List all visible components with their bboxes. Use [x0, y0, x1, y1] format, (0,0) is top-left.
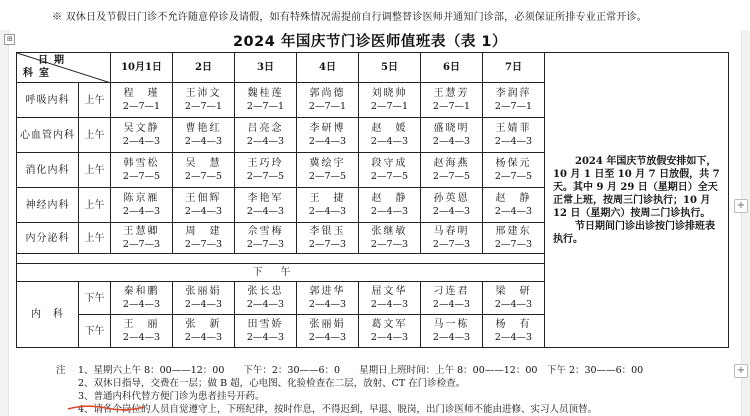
schedule-cell [173, 315, 235, 348]
room-code: 2—4—3 [246, 332, 285, 343]
schedule-cell [359, 153, 421, 188]
doctor-name: 王慧卿 [123, 226, 160, 237]
schedule-cell [359, 118, 421, 153]
room-code: 2—4—3 [246, 299, 285, 310]
schedule-cell [421, 282, 483, 315]
doctor-name: 赵海燕 [433, 158, 470, 169]
add-column-plus-icon[interactable]: + [734, 199, 748, 213]
schedule-cell [235, 83, 297, 118]
doctor-name: 孙英恩 [433, 193, 470, 204]
room-code: 2—7—5 [184, 171, 223, 182]
room-code: 2—7—1 [122, 101, 161, 112]
doctor-name: 王沛文 [185, 88, 222, 99]
schedule-cell [173, 83, 235, 118]
doctor-name: 刘晓帅 [371, 88, 408, 99]
page-title: 2024 年国庆节门诊医师值班表（表 1） [232, 34, 508, 50]
room-code: 2—7—1 [184, 101, 223, 112]
schedule-cell [421, 83, 483, 118]
doctor-name: 吕亮念 [247, 123, 284, 134]
room-code: 2—4—3 [246, 136, 285, 147]
doctor-name: 吴文静 [123, 123, 160, 134]
room-code: 2—4—3 [122, 136, 161, 147]
room-code: 2—7—5 [494, 171, 533, 182]
doctor-name: 周 建 [185, 226, 222, 237]
doctor-name: 刁连君 [433, 286, 470, 297]
schedule-cell [421, 153, 483, 188]
schedule-cell [359, 315, 421, 348]
schedule-cell [235, 315, 297, 348]
schedule-cell [359, 282, 421, 315]
schedule-cell [297, 282, 359, 315]
room-code: 2—7—5 [246, 171, 285, 182]
room-code: 2—7—3 [122, 239, 161, 250]
schedule-cell [483, 315, 545, 348]
schedule-cell [483, 223, 545, 254]
schedule-cell [297, 153, 359, 188]
doctor-name: 王巧玲 [247, 158, 284, 169]
room-code: 2—4—3 [246, 206, 285, 217]
schedule-cell [235, 153, 297, 188]
corner-date-label: 日期 [38, 55, 70, 66]
schedule-cell [483, 153, 545, 188]
doctor-name: 赵 媛 [371, 123, 408, 134]
doctor-name: 张长忠 [247, 286, 284, 297]
room-code: 2—7—1 [246, 101, 285, 112]
doctor-name: 张 新 [185, 319, 222, 330]
doctor-name: 李润萍 [495, 88, 532, 99]
footnote-3: 3、普通内科代替方便门诊为患者挂号开药。 [78, 391, 265, 402]
period-cell: 下午 [79, 315, 111, 348]
doctor-name: 盛晓明 [433, 123, 470, 134]
room-code: 2—4—3 [184, 332, 223, 343]
doctor-name: 田雪娇 [247, 319, 284, 330]
room-code: 2—4—3 [184, 206, 223, 217]
room-code: 2—7—3 [432, 239, 471, 250]
doctor-name: 邢建东 [495, 226, 532, 237]
table-move-handle-icon[interactable]: ⊞ [4, 34, 15, 45]
doctor-name: 杨 有 [495, 319, 532, 330]
schedule-cell [111, 282, 173, 315]
schedule-cell [235, 223, 297, 254]
room-code: 2—7—5 [122, 171, 161, 182]
doctor-name: 李艳军 [247, 193, 284, 204]
date-header: 10月1日 [111, 53, 173, 83]
schedule-cell [359, 223, 421, 254]
doctor-name: 魏桂莲 [247, 88, 284, 99]
period-cell: 上午 [79, 83, 111, 118]
schedule-cell [111, 315, 173, 348]
schedule-cell [297, 118, 359, 153]
doctor-name: 张丽娟 [309, 319, 346, 330]
schedule-cell [421, 223, 483, 254]
add-row-plus-icon[interactable]: + [734, 364, 748, 378]
schedule-cell [483, 118, 545, 153]
room-code: 2—4—3 [308, 206, 347, 217]
spacer-cell [17, 254, 545, 264]
period-cell: 上午 [79, 188, 111, 223]
room-code: 2—7—5 [308, 171, 347, 182]
doctor-name: 陈京雁 [123, 193, 160, 204]
schedule-cell [421, 315, 483, 348]
schedule-cell [173, 118, 235, 153]
doctor-name: 王婧菲 [495, 123, 532, 134]
doctor-name: 段守成 [371, 158, 408, 169]
schedule-cell [483, 188, 545, 223]
doctor-name: 郭进华 [309, 286, 346, 297]
schedule-cell [111, 153, 173, 188]
schedule-cell [483, 83, 545, 118]
doctor-name: 曹艳红 [185, 123, 222, 134]
doctor-name: 郭尚德 [309, 88, 346, 99]
header-row [17, 53, 729, 83]
date-header: 7日 [483, 53, 545, 83]
period-cell: 上午 [79, 153, 111, 188]
schedule-cell [235, 118, 297, 153]
room-code: 2—4—3 [432, 206, 471, 217]
doctor-name: 佘雪梅 [247, 226, 284, 237]
left-ruler [0, 30, 9, 416]
dept-cell: 心血管内科 [17, 118, 79, 153]
room-code: 2—4—3 [122, 299, 161, 310]
top-bar [0, 0, 750, 28]
doctor-name: 秦和鹏 [123, 286, 160, 297]
room-code: 2—4—3 [494, 136, 533, 147]
date-header: 5日 [359, 53, 421, 83]
room-code: 2—4—3 [308, 332, 347, 343]
schedule-cell [421, 118, 483, 153]
schedule-cell [111, 118, 173, 153]
date-header: 3日 [235, 53, 297, 83]
room-code: 2—4—3 [122, 332, 161, 343]
room-code: 2—4—3 [122, 206, 161, 217]
room-code: 2—4—3 [370, 206, 409, 217]
schedule-cell [483, 282, 545, 315]
schedule-cell [297, 83, 359, 118]
doctor-name: 张丽娟 [185, 286, 222, 297]
doctor-name: 马春明 [433, 226, 470, 237]
doctor-name: 赵 静 [495, 193, 532, 204]
date-header: 4日 [297, 53, 359, 83]
room-code: 2—4—3 [432, 136, 471, 147]
room-code: 2—7—3 [184, 239, 223, 250]
date-header: 2日 [173, 53, 235, 83]
footnote-label: 注 [56, 365, 66, 376]
schedule-cell [421, 188, 483, 223]
room-code: 2—4—3 [184, 136, 223, 147]
doctor-name: 葛文军 [371, 319, 408, 330]
room-code: 2—7—3 [308, 239, 347, 250]
room-code: 2—4—3 [184, 299, 223, 310]
schedule-cell [297, 315, 359, 348]
period-cell: 下午 [79, 282, 111, 315]
doctor-name: 马一栋 [433, 319, 470, 330]
corner-dept-label: 科室 [23, 68, 55, 79]
schedule-cell [359, 83, 421, 118]
holiday-notice-p1: 2024 年国庆节放假安排如下，10 月 1 日至 10 月 7 日放假，共 7 天。其中 9 月 29 日（星期日）全天正常上班，按周三门诊执行；10 月 12 日（星期六）按周二门诊执行。 [553, 155, 720, 219]
schedule-cell [359, 188, 421, 223]
room-code: 2—7—5 [432, 171, 471, 182]
doctor-name: 杨保元 [495, 158, 532, 169]
right-ruler [741, 30, 750, 416]
schedule-cell [111, 223, 173, 254]
holiday-notice-p2: 节日期间门诊出诊按门诊排班表执行。 [553, 220, 715, 245]
doctor-name: 韩雪松 [123, 158, 160, 169]
footnote-4: 4、请各个岗位的人员自觉遵守上，下班纪律，按时作息，不得迟到，早退、脱岗，出门诊医师不能由进修、实习人员顶替。 [78, 404, 598, 415]
room-code: 2—4—3 [308, 136, 347, 147]
schedule-cell [297, 223, 359, 254]
schedule-cell [173, 282, 235, 315]
room-code: 2—4—3 [432, 332, 471, 343]
period-cell: 上午 [79, 223, 111, 254]
holiday-notice-cell [545, 53, 729, 348]
red-pen-scribble [66, 403, 146, 413]
footnote-2: 2、双休日指导，交费在一层；做 B 超，心电图、化验检查在二层，放射、CT 在门诊检查。 [78, 378, 466, 389]
room-code: 2—4—3 [494, 299, 533, 310]
room-code: 2—4—3 [308, 299, 347, 310]
room-code: 2—7—3 [494, 239, 533, 250]
schedule-table [16, 52, 729, 348]
dept-cell: 消化内科 [17, 153, 79, 188]
dept-cell: 神经内科 [17, 188, 79, 223]
doctor-name: 王慧芳 [433, 88, 470, 99]
room-code: 2—7—3 [370, 239, 409, 250]
room-code: 2—4—3 [370, 332, 409, 343]
doctor-name: 赵 静 [371, 193, 408, 204]
schedule-cell [297, 188, 359, 223]
room-code: 2—4—3 [494, 332, 533, 343]
room-code: 2—7—1 [308, 101, 347, 112]
top-note: ※ 双休日及节假日门诊不允许随意停诊及请假，如有特殊情况需提前自行调整替诊医师并通知门诊部，必须保证所排专业正常开诊。 [52, 12, 647, 23]
room-code: 2—4—3 [370, 136, 409, 147]
dept-cell: 内分泌科 [17, 223, 79, 254]
schedule-cell [111, 83, 173, 118]
schedule-cell [173, 153, 235, 188]
room-code: 2—4—3 [432, 299, 471, 310]
schedule-cell [173, 223, 235, 254]
doctor-name: 屈文华 [371, 286, 408, 297]
doctor-name: 冀绘宇 [309, 158, 346, 169]
footnotes [56, 364, 644, 416]
header-corner-cell [17, 53, 111, 83]
room-code: 2—7—1 [370, 101, 409, 112]
doctor-name: 程 瑾 [123, 88, 160, 99]
schedule-cell [235, 282, 297, 315]
doctor-name: 李银玉 [309, 226, 346, 237]
room-code: 2—7—5 [370, 171, 409, 182]
room-code: 2—7—1 [432, 101, 471, 112]
schedule-cell [173, 188, 235, 223]
room-code: 2—7—3 [246, 239, 285, 250]
schedule-cell [111, 188, 173, 223]
room-code: 2—4—3 [494, 206, 533, 217]
doctor-name: 吴 慧 [185, 158, 222, 169]
doctor-name: 王 捷 [309, 193, 346, 204]
footnote-1: 1、星期六上午 8：00——12：00 下午：2：30——6：0 星期日上班时间：上午 8：00——12：00 下午 2：30——6：00 [78, 365, 644, 376]
dept-cell: 呼吸内科 [17, 83, 79, 118]
doctor-name: 梁 研 [495, 286, 532, 297]
room-code: 2—7—1 [494, 101, 533, 112]
doctor-name: 李研博 [309, 123, 346, 134]
date-header: 6日 [421, 53, 483, 83]
doctor-name: 王佃辉 [185, 193, 222, 204]
doctor-name: 张继敏 [371, 226, 408, 237]
doctor-name: 王 丽 [123, 319, 160, 330]
schedule-cell [235, 188, 297, 223]
period-cell: 上午 [79, 118, 111, 153]
room-code: 2—4—3 [370, 299, 409, 310]
afternoon-label: 下午 [17, 264, 545, 282]
dept-cell: 内 科 [17, 282, 79, 348]
